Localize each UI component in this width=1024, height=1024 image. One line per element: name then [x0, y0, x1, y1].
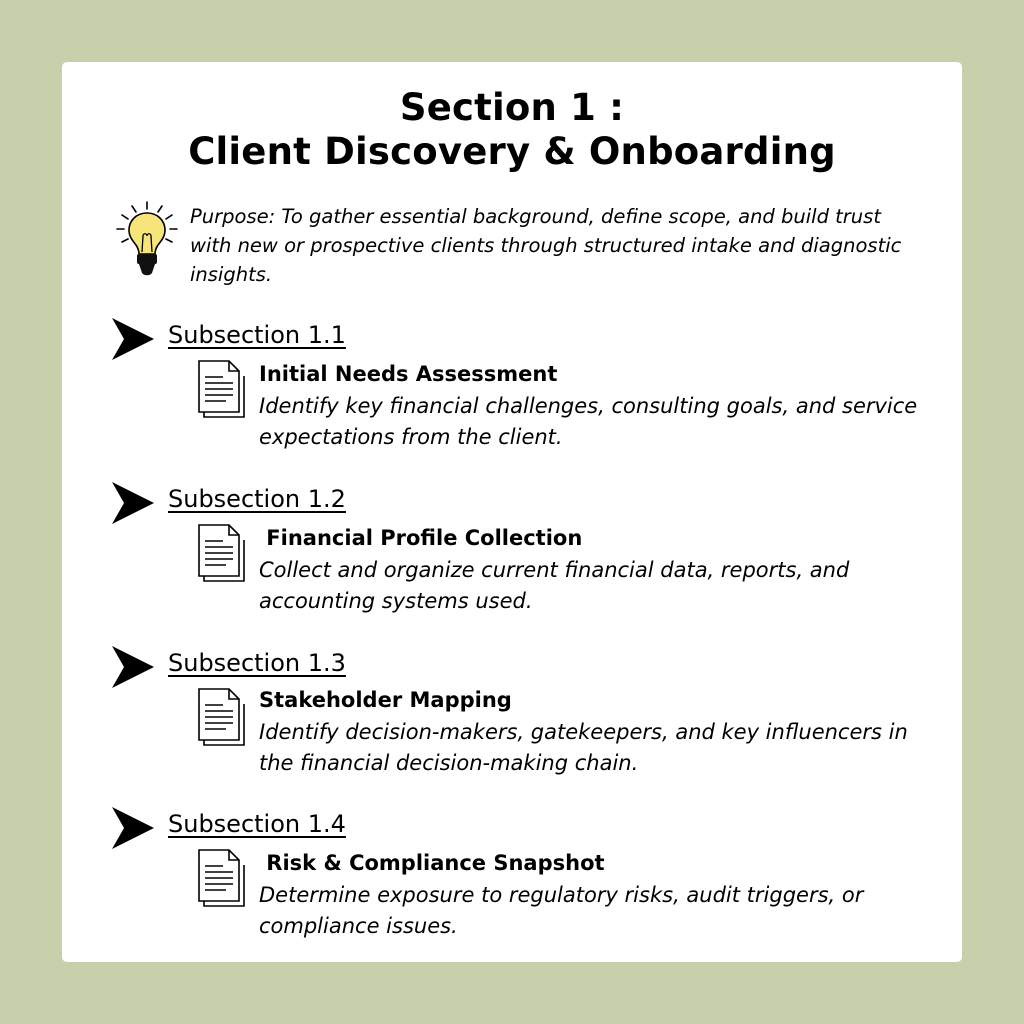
subsection-1-4	[62, 807, 962, 957]
item-title: Risk & Compliance Snapshot	[259, 851, 605, 875]
lightbulb-icon	[114, 200, 180, 280]
subsection-1-2	[62, 482, 962, 632]
item-description: Determine exposure to regulatory risks, audit triggers, or compliance issues.	[259, 883, 864, 938]
item-description: Collect and organize current financial data, reports, and accounting systems used.	[259, 558, 850, 613]
item-description: Identify key financial challenges, consulting goals, and service expectations from the client.	[259, 394, 918, 449]
page-title	[62, 86, 962, 174]
document-icon	[196, 524, 246, 582]
subsection-label: Subsection 1.4	[168, 810, 346, 838]
subsection-1-3	[62, 646, 962, 796]
content-card	[62, 62, 962, 962]
arrow-right-icon	[112, 807, 154, 849]
document-icon	[196, 849, 246, 907]
title-line-1: Section 1 :	[399, 86, 625, 129]
arrow-right-icon	[112, 646, 154, 688]
item-title: Stakeholder Mapping	[259, 688, 512, 712]
purpose-text: Purpose: To gather essential background, define scope, and build trust with new or prospective clients through structured intake and diagnostic insights.	[190, 205, 902, 286]
item-title: Initial Needs Assessment	[259, 362, 558, 386]
subsection-label: Subsection 1.3	[168, 649, 346, 677]
title-line-2: Client Discovery & Onboarding	[188, 130, 836, 173]
item-description: Identify decision-makers, gatekeepers, and key influencers in the financial decision-making chain.	[259, 720, 908, 775]
arrow-right-icon	[112, 482, 154, 524]
item-title: Financial Profile Collection	[259, 526, 583, 550]
subsection-1-1	[62, 318, 962, 468]
document-icon	[196, 360, 246, 418]
subsection-label: Subsection 1.2	[168, 485, 346, 513]
arrow-right-icon	[112, 318, 154, 360]
subsection-label: Subsection 1.1	[168, 321, 346, 349]
document-icon	[196, 688, 246, 746]
